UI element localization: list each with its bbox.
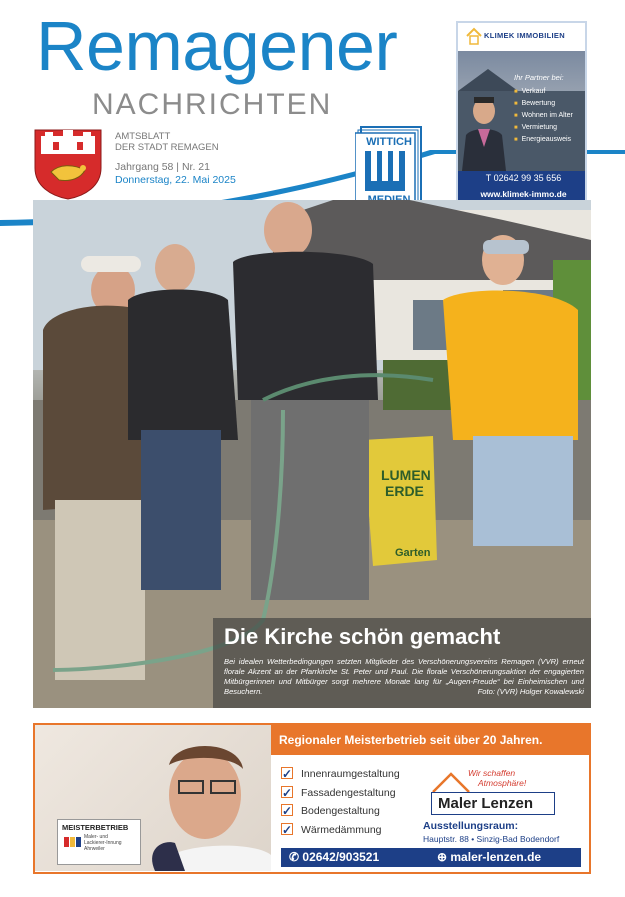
master-business-badge <box>57 819 141 865</box>
check-icon <box>281 767 293 779</box>
publisher-logo <box>355 125 423 211</box>
publisher-name: WITTICH <box>366 136 412 148</box>
cover-story-title: Die Kirche schön gemacht <box>224 624 501 649</box>
painter-contact-bar <box>281 848 581 867</box>
phone-icon: ✆ <box>289 850 303 864</box>
check-icon <box>281 786 293 798</box>
master-business-title: MEISTERBETRIEB <box>62 823 129 832</box>
newspaper-subtitle: NACHRICHTEN <box>92 88 333 121</box>
roof-icon <box>431 770 471 794</box>
real-estate-services <box>514 86 573 146</box>
painter-service-item: ✓Fassadengestaltung <box>281 784 400 803</box>
painter-service-item: ✓Wärmedämmung <box>281 821 400 840</box>
newspaper-title: Remagener <box>36 7 398 85</box>
soil-bag-label-3: Garten <box>395 547 431 559</box>
painter-website[interactable]: ⊕ maler-lenzen.de <box>437 850 542 864</box>
painter-phone[interactable]: ✆ 02642/903521 <box>289 850 380 864</box>
real-estate-phone[interactable]: T 02642 99 35 656 <box>485 173 562 183</box>
painter-services <box>281 765 400 839</box>
amtsblatt-label: AMTSBLATT <box>115 131 171 142</box>
soil-bag-label-1: LUMEN <box>381 467 431 483</box>
issue-number: Jahrgang 58 | Nr. 21 <box>115 161 210 173</box>
check-icon <box>281 823 293 835</box>
service-item: ■ Wohnen im Alter <box>514 110 573 122</box>
painter-service-item: ✓Innenraumgestaltung <box>281 765 400 784</box>
real-estate-ad[interactable] <box>456 21 587 211</box>
soil-bag-label-2: ERDE <box>385 483 424 499</box>
cover-story-text <box>224 657 584 697</box>
guild-shield-icon <box>64 837 82 851</box>
house-icon <box>466 27 482 45</box>
photo-credit: Foto: (VVR) Holger Kowalewski <box>477 687 584 696</box>
service-item: ■ Energieausweis <box>514 134 573 146</box>
masthead <box>0 0 625 230</box>
painter-banner: Regionaler Meisterbetrieb seit über 20 Jahren. <box>271 725 590 755</box>
painter-company-name: Maler Lenzen <box>431 792 555 815</box>
guild-name-2: Lackierer-Innung <box>84 840 122 846</box>
globe-icon: ⊕ <box>437 850 451 864</box>
showroom-label: Ausstellungsraum: <box>423 820 519 832</box>
showroom-address: Hauptstr. 88 • Sinzig-Bad Bodendorf <box>423 834 560 844</box>
service-item: ■ Bewertung <box>514 98 573 110</box>
coat-of-arms-icon <box>33 128 103 200</box>
cover-story-body: Bei idealen Wetterbedingungen setzten Mitglieder des Verschönerungsvereins Remagen (VVR) erneut florale Akzent an der Pfarrkirche St. Peter und Paul. Die florale Verschönerungsaktion der engagierten Mitbürgerinnen und Mitbürger sorgt mehrere Monate lang für „Augen-Freude“ bei Einheimischen und Besuchern. <box>224 657 584 696</box>
issue-info <box>115 131 236 187</box>
service-item: ■ Verkauf <box>514 86 573 98</box>
guild-name-1: Maler- und <box>84 834 108 840</box>
service-item: ■ Vermietung <box>514 122 573 134</box>
check-icon <box>281 804 293 816</box>
painter-slogan: Wir schaffen Atmosphäre! <box>468 768 527 788</box>
cover-story-caption <box>213 618 591 708</box>
painter-ad[interactable] <box>33 723 591 874</box>
painter-service-item: ✓Bodengestaltung <box>281 802 400 821</box>
partner-label: Ihr Partner bei: <box>514 73 564 82</box>
issue-date: Donnerstag, 22. Mai 2025 <box>115 174 236 186</box>
real-estate-ad-header <box>458 23 587 51</box>
guild-name-3: Ahrweiler <box>84 846 105 852</box>
city-label: DER STADT REMAGEN <box>115 142 219 153</box>
real-estate-website[interactable]: www.klimek-immo.de <box>480 189 567 199</box>
real-estate-brand: KLIMEK IMMOBILIEN <box>484 31 565 40</box>
